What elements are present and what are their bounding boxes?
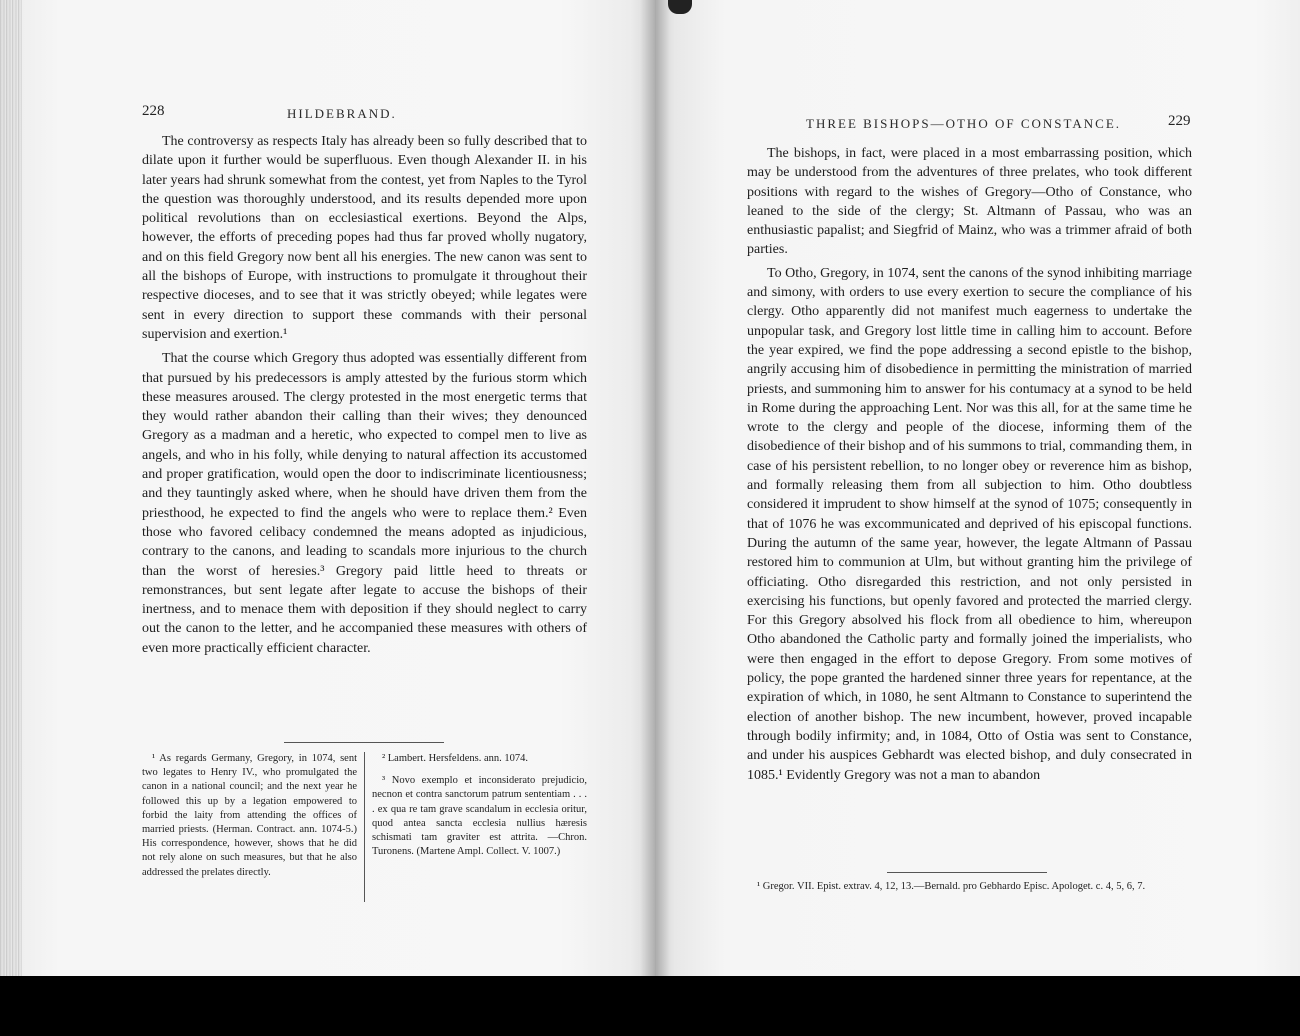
left-paragraph-1: The controversy as respects Italy has already been so fully described that to dilate upon it further would be superfluous. Even though Alexander II. in his later years had shrunk somewhat from the contest, yet from Naples to the Tyrol the question was thoroughly understood, and its results depended more upon political revolutions than on ecclesiastical exertions. Beyond the Alps, however, the efforts of preceding popes had thus far proved wholly nugatory, and on this field Gregory now bent all his energies. The new canon was sent to all the bishops of Europe, with instructions to promulgate it throughout their respective dioceses, and to see that it was strictly obeyed; while legates were sent in every direction to support these commands with their personal supervision and exertion.¹ (142, 134, 587, 342)
right-body-text (747, 144, 1192, 785)
left-page-number: 228 (142, 103, 165, 119)
right-footnotes (747, 880, 1192, 894)
footnote-2: ² Lambert. Hersfeldens. ann. 1074. (382, 753, 529, 764)
footnote-1: ¹ As regards Germany, Gregory, in 1074, sent two legates to Henry IV., who promulgated the canon in a national council; and the next year he followed this up by a legation empowered to forbid the laity from attending the offices of married priests. (Herman. Contract. ann. 1074-5.) His correspondence, however, shows that he did not rely alone on such measures, but that he also addressed the prelates directly. (142, 753, 357, 878)
right-footnote-rule (887, 872, 1047, 873)
left-footnotes-col2 (372, 752, 587, 859)
left-footnote-rule (284, 742, 444, 743)
left-body-text (142, 132, 587, 658)
left-running-head: HILDEBRAND. (287, 106, 397, 121)
right-paragraph-1: The bishops, in fact, were placed in a most embarrassing position, which may be understood from the adventures of three prelates, who took different positions with regard to the wishes of Gregory—Otho of Constance, who leaned to the side of the clergy; St. Altmann of Passau, who was an enthusiastic papalist; and Siegfrid of Mainz, who was a trimmer afraid of both parties. (747, 146, 1192, 258)
right-running-head: THREE BISHOPS—OTHO OF CONSTANCE. (806, 116, 1122, 131)
bottom-band (0, 976, 1300, 1036)
right-page (655, 0, 1300, 976)
left-footnotes-col1 (142, 752, 357, 880)
right-paragraph-2: To Otho, Gregory, in 1074, sent the canons of the synod inhibiting marriage and simony, with orders to use every exertion to secure the compliance of his clergy. Otho apparently did not manifest much eagerness to undertake the unpopular task, and Gregory lost little time in calling him to account. Before the year expired, we find the pope addressing a second epistle to the bishop, angrily accusing him of disobedience in permitting the ministration of married priests, and summoning him to answer for his contumacy at a synod to be held in Rome during the approaching Lent. Nor was this all, for at the same time he wrote to the clergy and people of the diocese, informing them of the disobedience of their bishop and of his summons to trial, commanding them, in case of his persistent rebellion, to no longer obey or reverence him as bishop, and formally releasing them from all subjection to him. Otho doubtless considered it imprudent to show himself at the synod of 1075; consequently in that of 1076 he was excommunicated and deprived of his episcopal functions. During the autumn of the same year, however, the legate Altmann of Passau restored him to communion at Ulm, but without granting him the privilege of officiating. Otho disregarded this restriction, and not only persisted in exercising his functions, but openly favored and protected the married clergy. For this Gregory absolved his flock from all obedience to him, whereupon Otho abandoned the Catholic party and formally joined the imperialists, who were then engaged in the effort to depose Gregory. From some motives of policy, the pope granted the hardened sinner three years for repentance, at the expiration of which, in 1080, he sent Altmann to Constance to superintend the election of another bishop. The new incumbent, however, proved incapable through bodily infirmity; and, in 1084, Otto of Ostia was sent to Constance, and under his auspices Gebhardt was elected bishop, and duly consecrated in 1085.¹ Evidently Gregory was not a man to abandon (747, 265, 1192, 783)
right-page-number: 229 (1168, 113, 1191, 129)
left-page (0, 0, 655, 976)
book-gutter (640, 0, 670, 976)
left-footnote-divider (364, 752, 365, 902)
footnote-3: ³ Novo exemplo et inconsiderato prejudicio, necnon et contra sanctorum patrum sententiam . . . . ex qua re tam grave scandalum in ecclesia oritur, quod antea sancta ecclesia nullius hæresis schismati tam graviter est attrita. —Chron. Turonens. (Martene Ampl. Collect. V. 1007.) (372, 775, 587, 858)
left-paragraph-2: That the course which Gregory thus adopted was essentially different from that pursued by his predecessors is amply attested by the furious storm which these measures aroused. The clergy protested in the most energetic terms that they would rather abandon their calling than their wives; they denounced Gregory as a madman and a heretic, who expected to compel men to live as angels, and who in his folly, while denying to natural affection its accustomed and proper gratification, would open the door to indiscriminate licentiousness; and they tauntingly asked where, when he should have driven them from the priesthood, he expected to find the angels who were to replace them.² Even those who favored celibacy condemned the means adopted as injudicious, contrary to the canons, and leading to scandals more injurious to the church than the worst of heresies.³ Gregory paid little heed to threats or remonstrances, but sent legate after legate to accuse the bishops of their inertness, and to menace them with deposition if they should neglect to carry out the canon to the letter, and he accompanied these measures with others of even more practically efficient character. (142, 351, 587, 656)
page-edges (0, 0, 22, 976)
right-footnote-1: ¹ Gregor. VII. Epist. extrav. 4, 12, 13.—Bernald. pro Gebhardo Episc. Apologet. c. 4, 5, 6, 7. (757, 881, 1146, 892)
